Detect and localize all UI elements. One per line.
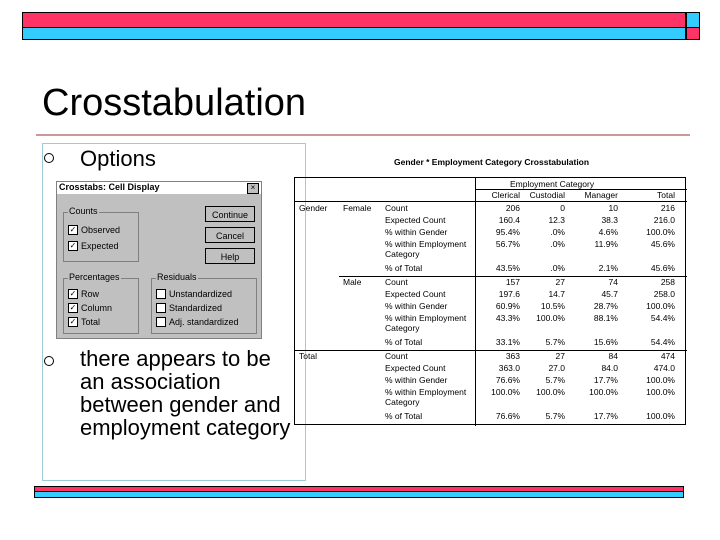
checkbox-checked-icon: ✓	[69, 289, 77, 298]
unstandardized-label: Unstandardized	[169, 289, 233, 299]
group-label: Male	[343, 277, 362, 287]
column-header: Clerical	[491, 190, 520, 200]
table-cell: 157	[505, 277, 520, 287]
column-label: Column	[81, 303, 113, 313]
checkbox-observed[interactable]	[68, 225, 120, 235]
continue-button[interactable]: Continue	[205, 206, 255, 222]
row-label: % of Total	[385, 411, 423, 421]
table-cell: 474	[660, 351, 675, 361]
table-cell: .0%	[550, 227, 565, 237]
table-cell: 5.7%	[545, 375, 565, 385]
cancel-button[interactable]: Cancel	[205, 227, 255, 243]
row-label: Expected Count	[385, 215, 446, 225]
table-cell: 74	[608, 277, 618, 287]
adj-standardized-label: Adj. standardized	[169, 317, 239, 327]
expected-label: Expected	[81, 241, 119, 251]
table-cell: 100.0%	[536, 387, 565, 397]
table-cell: 43.5%	[495, 263, 520, 273]
table-cell: 363.0	[498, 363, 520, 373]
table-cell: 17.7%	[593, 375, 618, 385]
checkbox-checked-icon: ✓	[69, 225, 77, 234]
top-red-bar	[22, 12, 686, 28]
title-rule	[36, 134, 690, 136]
col-group-header: Employment Category	[510, 179, 595, 189]
percentages-group	[63, 272, 139, 334]
dialog-title: Crosstabs: Cell Display	[57, 182, 261, 194]
table-cell: 45.7	[601, 289, 618, 299]
table-cell: 100.0%	[646, 387, 675, 397]
table-cell: 14.7	[548, 289, 565, 299]
table-cell: 216	[660, 203, 675, 213]
table-cell: 43.3%	[495, 313, 520, 323]
residuals-group	[151, 272, 257, 334]
total-label: Total	[81, 317, 101, 327]
bullet-association: there appears to be an association between gender and employment category	[80, 346, 291, 440]
table-cell: 56.7%	[495, 239, 520, 249]
table-cell: 10.5%	[540, 301, 565, 311]
table-cell: 216.0	[653, 215, 675, 225]
table-cell: 28.7%	[593, 301, 618, 311]
table-cell: 100.0%	[646, 301, 675, 311]
table-cell: 15.6%	[593, 337, 618, 347]
table-cell: .0%	[550, 263, 565, 273]
row-label: % of Total	[385, 263, 423, 273]
table-cell: 363	[505, 351, 520, 361]
table-cell: .0%	[550, 239, 565, 249]
table-cell: 27.0	[548, 363, 565, 373]
counts-label: Counts	[69, 206, 98, 216]
table-frame	[294, 177, 686, 425]
table-cell: 45.6%	[650, 239, 675, 249]
table-cell: 100.0%	[589, 387, 618, 397]
row-label: Row	[81, 289, 100, 299]
row-label: % within Employment Category	[385, 387, 467, 407]
table-cell: 88.1%	[593, 313, 618, 323]
counts-group	[63, 206, 139, 262]
column-header: Custodial	[529, 190, 565, 200]
close-icon[interactable]: ×	[247, 183, 259, 194]
table-cell: 100.0%	[646, 411, 675, 421]
table-cell: 11.9%	[594, 239, 618, 249]
header-divider	[475, 189, 687, 190]
checkbox-row[interactable]	[68, 289, 99, 299]
table-cell: 197.6	[498, 289, 520, 299]
bottom-cyan-bar	[34, 492, 684, 498]
table-cell: 0	[560, 203, 565, 213]
table-cell: 27	[555, 277, 565, 287]
bullet-icon	[44, 153, 54, 163]
table-cell: 2.1%	[598, 263, 618, 273]
row-label: Expected Count	[385, 289, 446, 299]
row-label: % within Gender	[385, 227, 448, 237]
row-label: % within Employment Category	[385, 239, 467, 259]
table-cell: 84.0	[601, 363, 618, 373]
table-cell: 474.0	[653, 363, 675, 373]
crosstab-table	[294, 155, 686, 425]
table-cell: 100.0%	[646, 375, 675, 385]
checkbox-column[interactable]	[68, 303, 112, 313]
table-title: Gender * Employment Category Crosstabulation	[394, 157, 590, 167]
table-cell: 160.4	[498, 215, 520, 225]
table-cell: 100.0%	[536, 313, 565, 323]
header-bottom-line	[295, 201, 687, 202]
row-label: % within Gender	[385, 301, 448, 311]
top-cyan-bar	[22, 28, 686, 40]
table-cell: 258	[660, 277, 675, 287]
row-label: Count	[385, 277, 408, 287]
group-label: Female	[343, 203, 372, 213]
group-label: Total	[299, 351, 317, 361]
table-cell: 45.6%	[650, 263, 675, 273]
row-var-label: Gender	[299, 203, 328, 213]
row-label: % within Employment Category	[385, 313, 467, 333]
table-cell: 60.9%	[495, 301, 520, 311]
table-cell: 54.4%	[650, 313, 675, 323]
slide-title: Crosstabulation	[42, 82, 307, 124]
checkbox-expected[interactable]	[68, 241, 119, 251]
row-label: Count	[385, 203, 408, 213]
table-cell: 54.4%	[650, 337, 675, 347]
residuals-label: Residuals	[157, 272, 197, 282]
checkbox-checked-icon: ✓	[69, 303, 77, 312]
table-cell: 38.3	[601, 215, 618, 225]
table-cell: 100.0%	[646, 227, 675, 237]
table-cell: 10	[608, 203, 618, 213]
checkbox-empty-icon	[156, 289, 166, 299]
row-label: Expected Count	[385, 363, 446, 373]
table-cell: 17.7%	[593, 411, 618, 421]
table-cell: 5.7%	[545, 337, 565, 347]
table-cell: 76.6%	[495, 375, 520, 385]
table-cell: 27	[555, 351, 565, 361]
table-cell: 258.0	[653, 289, 675, 299]
row-label: % of Total	[385, 337, 423, 347]
checkbox-checked-icon: ✓	[69, 241, 77, 250]
standardized-label: Standardized	[169, 303, 223, 313]
bullet-options: Options	[80, 146, 156, 171]
top-corner-cyan	[686, 12, 700, 28]
table-cell: 206	[505, 203, 520, 213]
table-cell: 95.4%	[495, 227, 520, 237]
checkbox-standardized[interactable]	[156, 303, 222, 313]
help-button[interactable]: Help	[205, 248, 255, 264]
row-label: % within Gender	[385, 375, 448, 385]
checkbox-adj-standardized[interactable]	[156, 317, 239, 327]
checkbox-empty-icon	[156, 303, 166, 313]
table-cell: 12.3	[548, 215, 565, 225]
checkbox-unstandardized[interactable]	[156, 289, 232, 299]
checkbox-total[interactable]	[68, 317, 100, 327]
percentages-label: Percentages	[69, 272, 120, 282]
checkbox-empty-icon	[156, 317, 166, 327]
table-cell: 76.6%	[495, 411, 520, 421]
top-corner-red	[686, 28, 700, 40]
column-header: Manager	[584, 190, 618, 200]
column-header: Total	[657, 190, 675, 200]
table-cell: 5.7%	[545, 411, 565, 421]
cell-display-dialog	[56, 181, 262, 339]
table-cell: 100.0%	[491, 387, 520, 397]
table-cell: 84	[608, 351, 618, 361]
observed-label: Observed	[81, 225, 121, 235]
table-cell: 4.6%	[598, 227, 618, 237]
bullet-icon	[44, 356, 54, 366]
table-cell: 33.1%	[495, 337, 520, 347]
row-label: Count	[385, 351, 408, 361]
checkbox-checked-icon: ✓	[69, 317, 77, 326]
column-divider	[475, 178, 476, 426]
